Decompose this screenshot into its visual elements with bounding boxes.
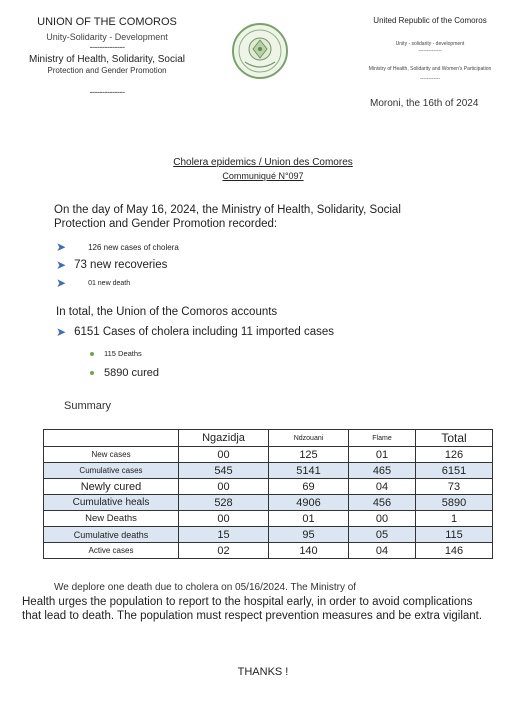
recorded-item-text: 73 new recoveries [74,259,168,271]
dot-bullet-icon [90,371,94,375]
ministry-name: Ministry of Health, Solidarity, Social [29,54,185,65]
title-text: Cholera epidemics / Union des Comores [173,157,353,168]
summary-table [43,429,493,559]
table-cell: 115 [416,527,493,543]
arrow-bullet-icon: ➤ [56,258,67,272]
recorded-item [56,276,130,290]
sub-item [90,367,159,379]
total-item-text: 6151 Cases of cholera including 11 imported cases [74,326,335,338]
divider: -------------- [418,48,442,54]
table-cell: 69 [269,479,349,495]
thanks-text: THANKS ! [237,666,289,678]
table-cell: 05 [349,527,416,543]
sub-item-text: 115 Deaths [104,349,142,358]
intro-paragraph: On the day of May 16, 2024, the Ministry of Health, Solidarity, Social Protection and Gender Promotion recorded: [54,204,401,230]
table-cell: 528 [179,495,269,511]
table-cell: 126 [416,447,493,463]
header-right-block [340,16,520,82]
arrow-bullet-icon: ➤ [56,325,67,339]
table-header-cell: Flame [349,430,416,447]
national-motto: Unity-Solidarity - Development [46,32,168,42]
table-row [44,447,493,463]
total-line: In total, the Union of the Comoros accounts [56,306,278,318]
table-header-cell [44,430,179,447]
table-header-cell: Total [416,430,493,447]
country-name: UNION OF THE COMOROS [37,16,177,28]
table-row [44,479,493,495]
divider: -------------- [89,87,125,97]
table-cell: 5141 [269,463,349,479]
closing-text: Health urges the population to report to the hospital early, in order to avoid complications that lead to death. The population must respect prevention measures and be extra vigilant. [22,596,483,622]
table-cell: 00 [179,511,269,527]
table-row [44,463,493,479]
table-cell: 545 [179,463,269,479]
summary-label: Summary [64,400,112,412]
table-row [44,495,493,511]
closing-line-1: We deplore one death due to cholera on 05/16/2024. The Ministry of [54,582,357,593]
row-label: Cumulative heals [44,495,179,511]
recorded-item-text: 126 new cases of cholera [88,242,179,252]
table-cell: 00 [179,447,269,463]
sub-item [90,349,142,358]
table-cell: 465 [349,463,416,479]
row-label: Newly cured [44,479,179,495]
row-label: Cumulative cases [44,463,179,479]
table-cell: 146 [416,543,493,559]
table-cell: 1 [416,511,493,527]
table-cell: 04 [349,479,416,495]
dot-bullet-icon [90,352,94,356]
table-cell: 6151 [416,463,493,479]
header-left-block [0,16,214,97]
total-item [56,325,334,339]
table-cell: 00 [179,479,269,495]
recorded-item [56,258,167,272]
row-label: Active cases [44,543,179,559]
table-cell: 140 [269,543,349,559]
row-label: New Deaths [44,511,179,527]
recorded-item-text: 01 new death [88,279,131,287]
ministry-right: Ministry of Health, Solidarity and Women's Participation [368,66,492,72]
table-cell: 125 [269,447,349,463]
table-row [44,527,493,543]
ministry-name-line2: Protection and Gender Promotion [47,66,167,75]
arrow-bullet-icon: ➤ [56,240,67,254]
row-label: Cumulative deaths [44,527,179,543]
table-cell: 5890 [416,495,493,511]
sub-item-text: 5890 cured [104,367,160,379]
table-header-cell: Ngazidja [179,430,269,447]
recorded-item [56,240,179,254]
row-label: New cases [44,447,179,463]
table-cell: 4906 [269,495,349,511]
table-cell: 04 [349,543,416,559]
table-cell: 01 [349,447,416,463]
closing-paragraph [22,581,492,623]
document-title [0,157,526,168]
table-cell: 15 [179,527,269,543]
communique-number [0,171,526,181]
table-cell: 02 [179,543,269,559]
document-date: Moroni, the 16th of 2024 [370,98,479,109]
divider: ------------ [420,76,440,82]
table-cell: 456 [349,495,416,511]
table-cell: 00 [349,511,416,527]
table-header-cell: Ndzouani [269,430,349,447]
coat-of-arms-seal [231,22,289,80]
table-cell: 01 [269,511,349,527]
table-row [44,511,493,527]
motto-right: Unity - solidarity - development [395,41,465,47]
divider: -------------- [89,42,125,52]
table-row [44,543,493,559]
country-name-right: United Republic of the Comoros [373,16,487,25]
arrow-bullet-icon: ➤ [56,276,67,290]
table-cell: 73 [416,479,493,495]
table-cell: 95 [269,527,349,543]
communique-text: Communiqué N°097 [222,171,304,181]
table-header-row [44,430,493,447]
